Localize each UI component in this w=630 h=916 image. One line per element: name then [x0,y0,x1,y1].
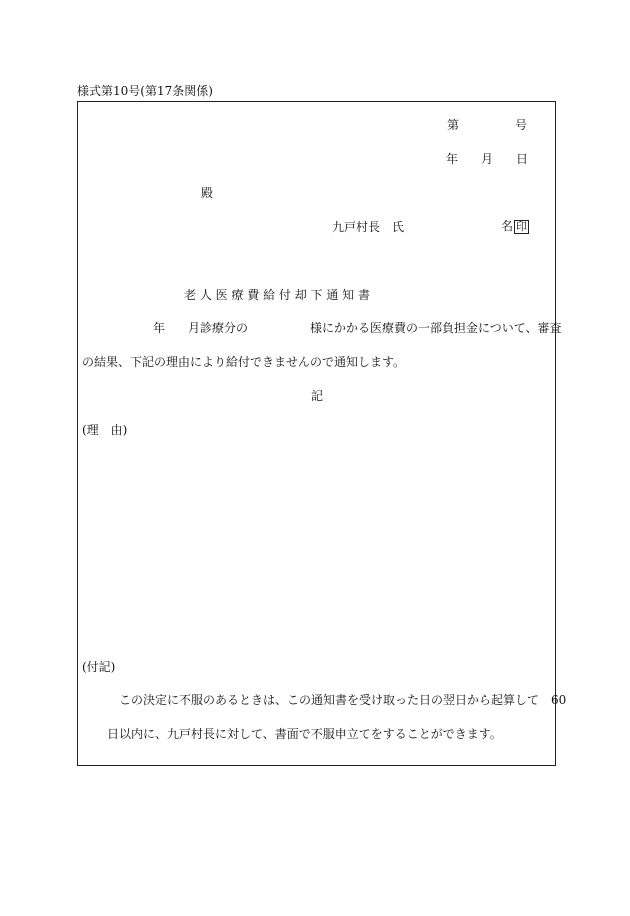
issuer-title: 九戸村長 氏 [332,220,405,234]
note-label: (付記) [82,660,116,674]
number-suffix: 号 [515,118,528,132]
number-prefix: 第 [447,118,460,132]
note-line1: この決定に不服のあるときは、この通知書を受け取った日の翌日から起算して 60 [119,693,567,707]
form-label: 様式第10号(第17条関係) [77,84,213,98]
document-title: 老 人 医 療 費 給 付 却 下 通 知 書 [184,288,370,302]
date-day: 日 [516,152,529,166]
document-frame [77,101,556,766]
reason-label: (理 由) [82,423,128,437]
seal-stamp: 印 [516,220,528,233]
addressee-suffix: 殿 [201,186,214,200]
ki-heading: 記 [311,389,324,403]
date-year: 年 [446,152,459,166]
date-month: 月 [481,152,494,166]
note-line2: 日以内に、九戸村長に対して、書面で不服申立てをすることができます。 [107,727,502,741]
issuer-name-seal [501,219,529,234]
body-line1-tail: 様にかかる医療費の一部負担金について、審査 [310,321,562,335]
body-line2: の結果、下記の理由により給付できませんので通知します。 [82,355,406,369]
body-month-text: 月診療分の [188,321,249,335]
issuer-name-char: 名 [501,219,514,233]
body-year: 年 [153,321,166,335]
